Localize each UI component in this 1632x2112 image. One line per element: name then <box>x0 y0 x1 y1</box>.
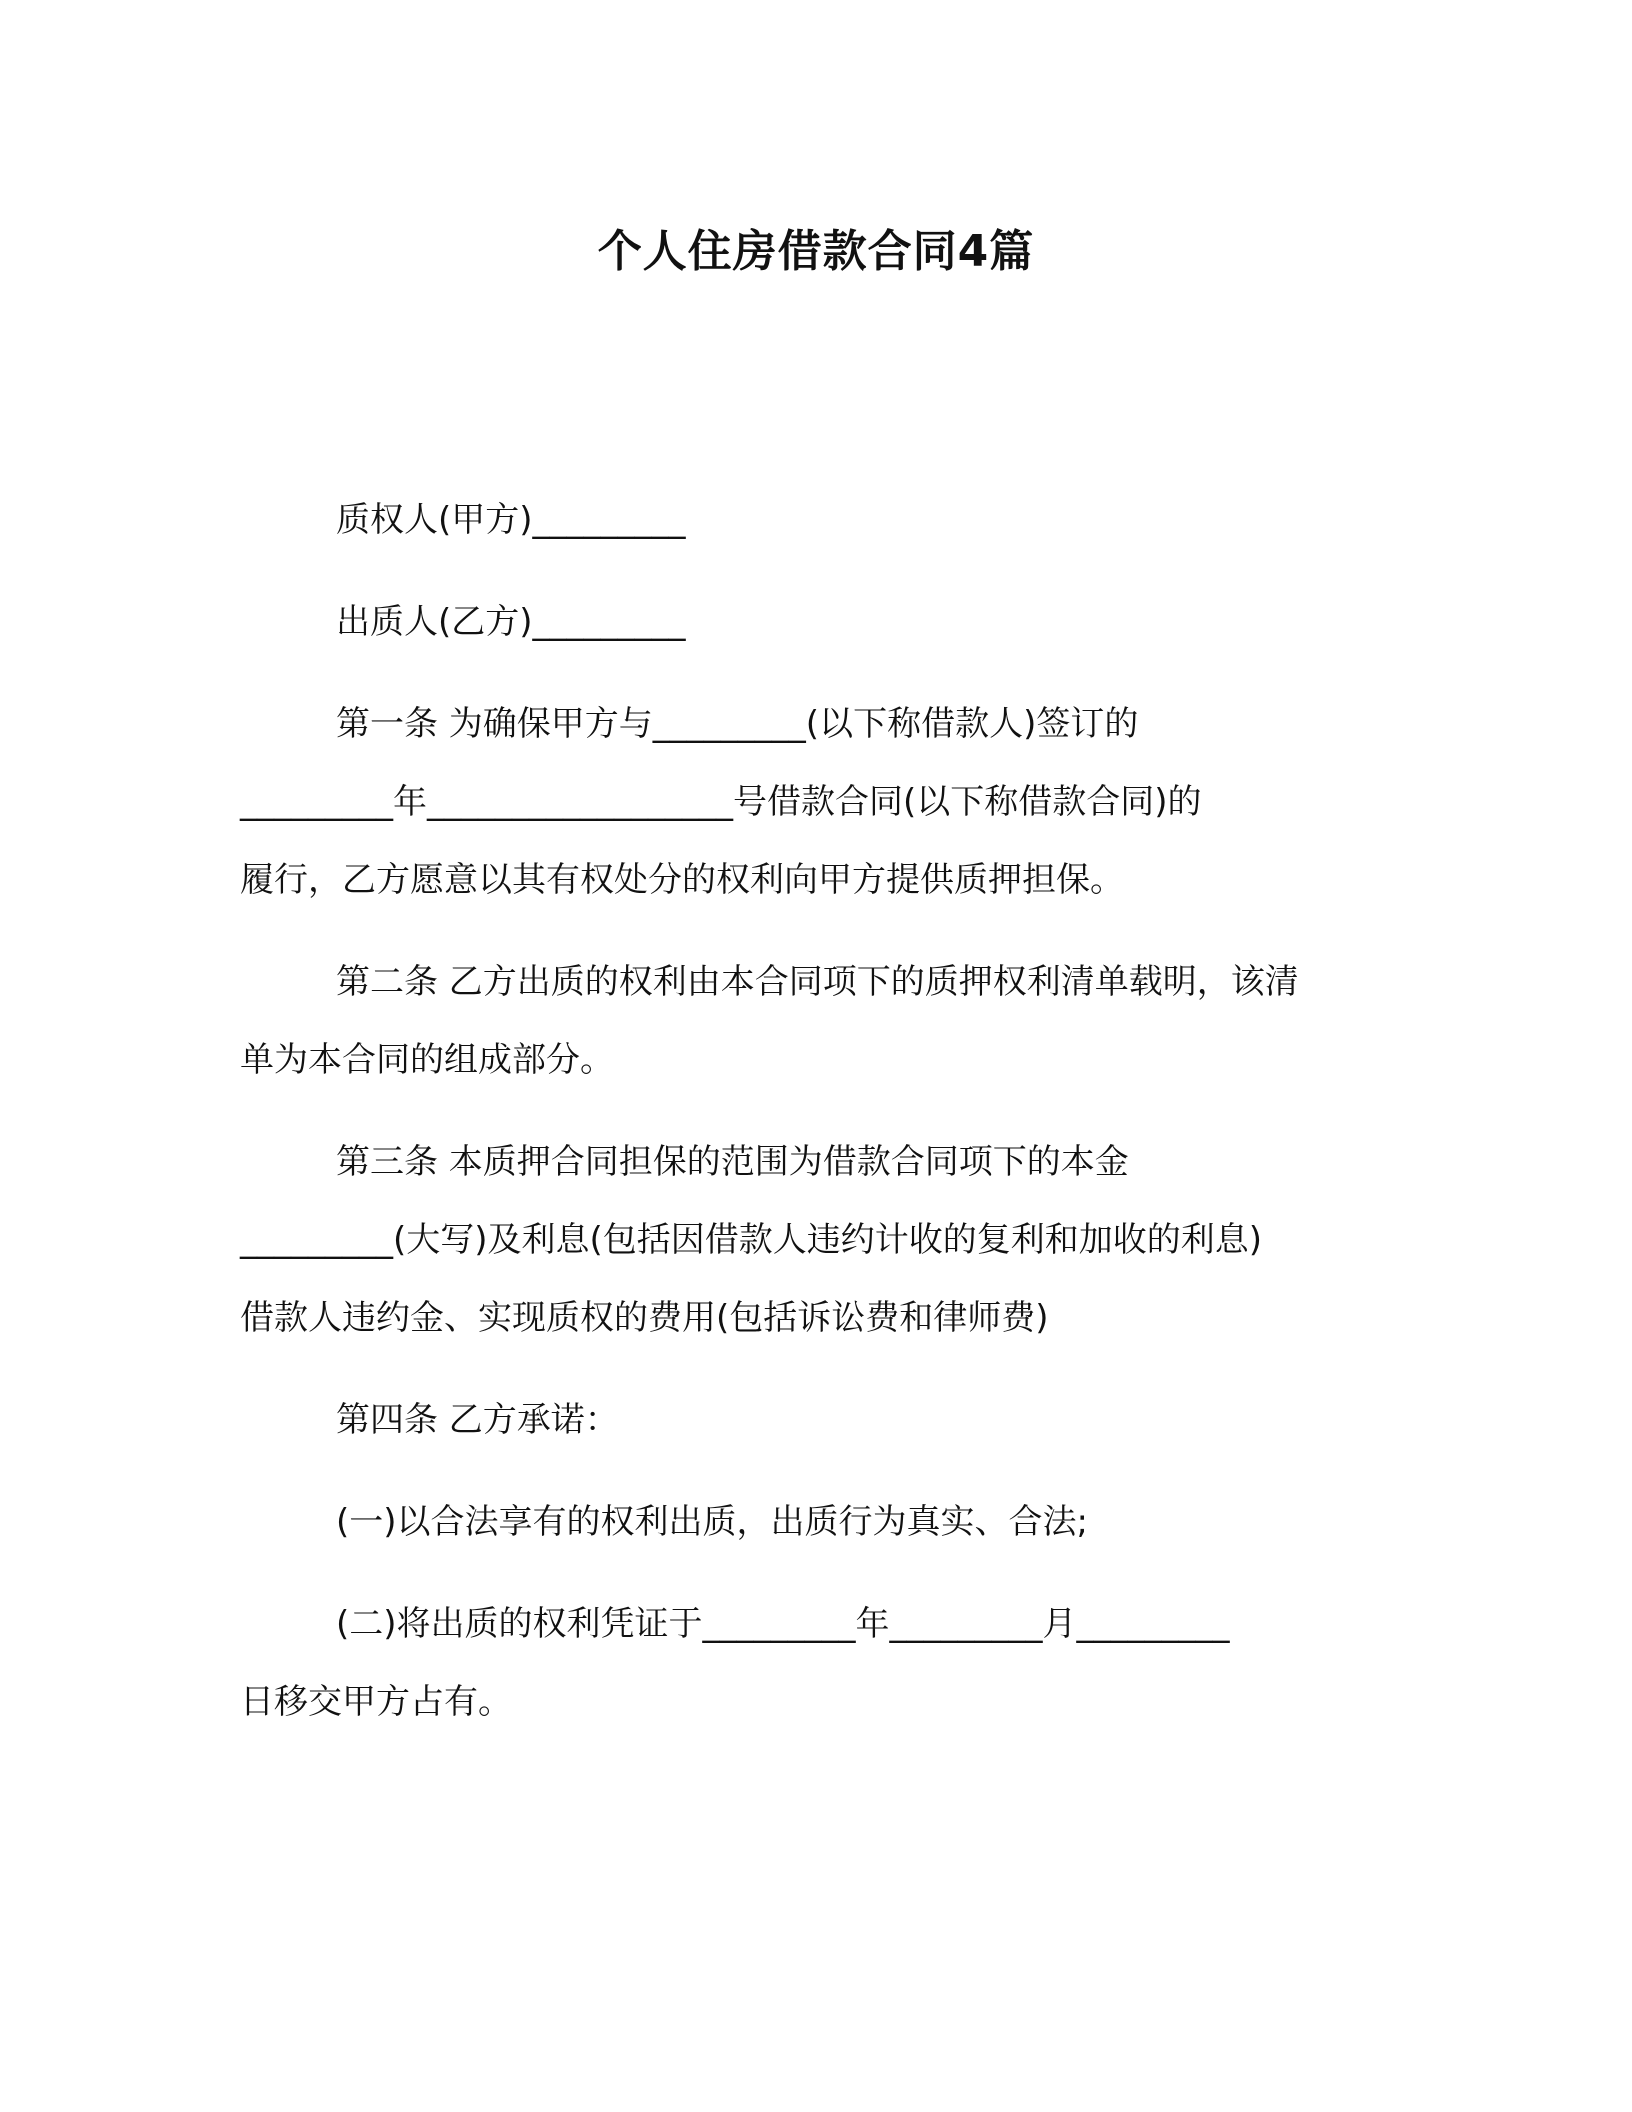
article-4-line: 第四条 乙方承诺： <box>336 1400 619 1440</box>
article-1-line-3: 履行，乙方愿意以其有权处分的权利向甲方提供质押担保。 <box>240 860 1124 900</box>
article-4-item-2-line-2: 日移交甲方占有。 <box>240 1682 512 1722</box>
article-1-line-2: _________年__________________号借款合同(以下称借款合同)的 <box>240 782 1202 822</box>
article-1-line-1: 第一条 为确保甲方与_________(以下称借款人)签订的 <box>336 704 1139 744</box>
article-3-line-3: 借款人违约金、实现质权的费用(包括诉讼费和律师费) <box>240 1298 1049 1338</box>
article-4-item-1: (一)以合法享有的权利出质，出质行为真实、合法; <box>336 1502 1088 1542</box>
pledgee-line: 质权人(甲方)_________ <box>336 500 686 540</box>
article-3-line-1: 第三条 本质押合同担保的范围为借款合同项下的本金 <box>336 1142 1129 1182</box>
pledgor-line: 出质人(乙方)_________ <box>336 602 686 642</box>
article-2-line-1: 第二条 乙方出质的权利由本合同项下的质押权利清单载明，该清 <box>336 962 1299 1002</box>
article-2-line-2: 单为本合同的组成部分。 <box>240 1040 614 1080</box>
article-3-line-2: _________(大写)及利息(包括因借款人违约计收的复利和加收的利息) <box>240 1220 1263 1260</box>
document-title: 个人住房借款合同4篇 <box>597 226 1035 277</box>
article-4-item-2-line-1: (二)将出质的权利凭证于_________年_________月_________ <box>336 1604 1230 1644</box>
